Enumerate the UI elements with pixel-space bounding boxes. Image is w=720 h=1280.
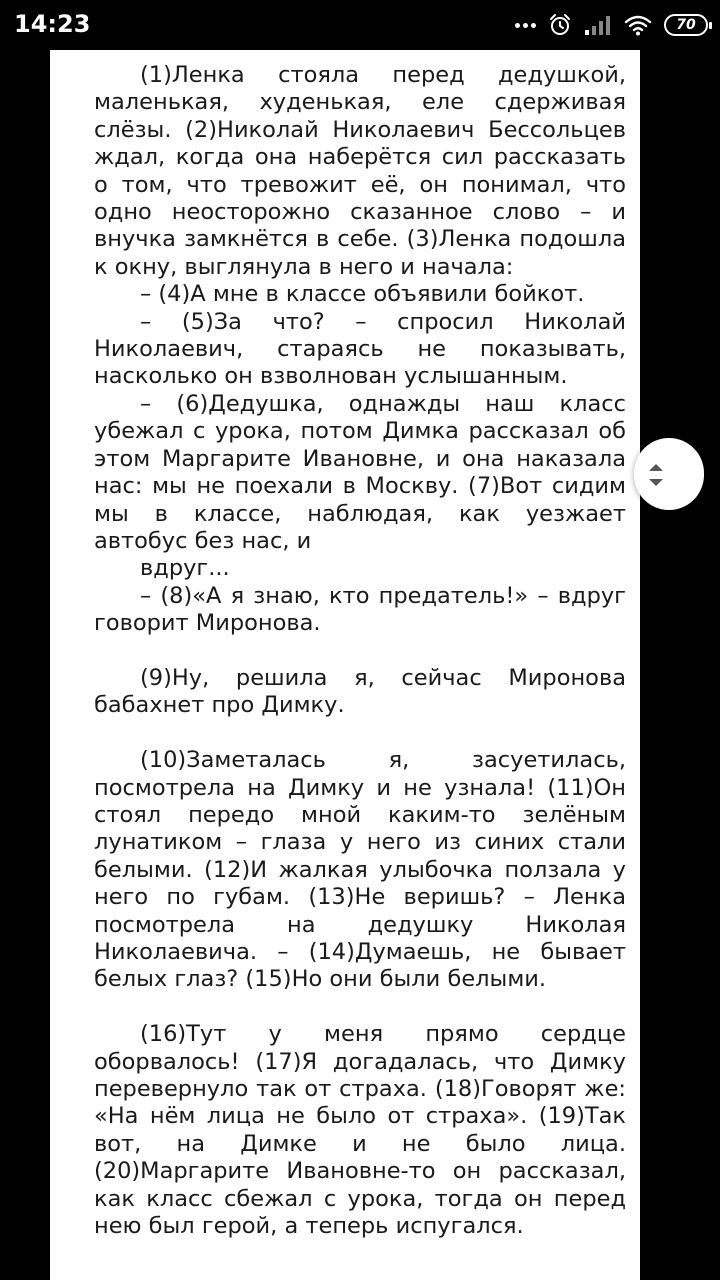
status-icons xyxy=(515,9,708,41)
paragraph: – (6)Дедушка, однажды наш класс убежал с урока, потом Димка рассказал об этом Маргарите Ивановне, и она наказала нас: мы не поехали в Москву. (7)Вот сидим мы в классе, наблюдая, как уезжает автобус без нас, и xyxy=(94,390,626,554)
paragraph: (16)Тут у меня прямо сердце оборвалось! (17)Я догадалась, что Димку перевернуло так от страха. (18)Говорят же: «На нём лица не было от страха». (19)Так вот, на Димке и не было лица. (20)Маргарите Ивановне-то он рассказал, как класс сбежал с урока, тогда он перед нею был герой, а теперь испугался. xyxy=(94,1021,626,1240)
wifi-icon xyxy=(624,14,652,36)
paragraph: – (8)«А я знаю, кто предатель!» – вдруг говорит Миронова. xyxy=(94,582,626,637)
more-dots-icon xyxy=(515,23,536,28)
paragraph: (9)Ну, решила я, сейчас Миронова бабахнет про Димку. xyxy=(94,664,626,719)
paragraph: вдруг... xyxy=(140,555,230,582)
scroll-handle[interactable] xyxy=(634,438,704,510)
battery-level: 70 xyxy=(676,17,696,33)
scroll-arrows-icon xyxy=(646,460,666,490)
paragraph: (1)Ленка стояла перед дедушкой, маленькая, худенькая, еле сдерживая слёзы. (2)Николай Николаевич Бессольцев ждал, когда она наберётся сил рассказать о том, что тревожит её, он понимал, что одно неосторожно сказанное слово – и внучка замкнётся в себе. (3)Ленка подошла к окну, выглянула в него и начала: xyxy=(94,62,626,280)
status-time: 14:23 xyxy=(14,10,91,38)
paragraph: – (4)А мне в классе объявили бойкот. xyxy=(140,281,585,308)
battery-icon xyxy=(664,14,708,36)
paragraph: (10)Заметалась я, засуетилась, посмотрела на Димку и не узнала! (11)Он стоял передо мной каким-то зелёным лунатиком – глаза у него из синих стали белыми. (12)И жалкая улыбочка ползала у него по губам. (13)Не веришь? – Ленка посмотрела на дедушку Николая Николаевича. – (14)Думаешь, не бывает белых глаз? (15)Но они были белыми. xyxy=(94,747,626,993)
document-text xyxy=(94,62,626,1240)
document-page xyxy=(50,50,640,1280)
paragraph: – (5)За что? – спросил Николай Николаевич, стараясь не показывать, насколько он взволнован услышанным. xyxy=(94,308,626,390)
alarm-icon xyxy=(548,13,572,37)
signal-icon xyxy=(584,14,612,36)
status-bar xyxy=(0,0,720,50)
